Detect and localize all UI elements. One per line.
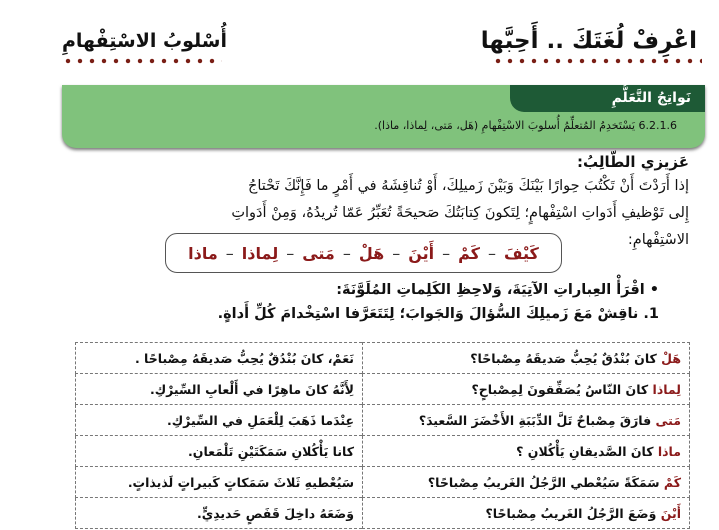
learning-outcomes-panel xyxy=(62,85,705,148)
question-word: ماذا xyxy=(657,443,681,459)
table-row xyxy=(76,436,690,467)
tool-word: أَيْنَ xyxy=(408,243,435,263)
separator: – xyxy=(342,243,351,263)
instruction: • اقْرَأْ العِباراتِ الآتِيَةَ، وَلاحِظِ الكَلِماتِ المُلَوَّنَةَ: xyxy=(336,282,659,298)
tool-word: هَلْ xyxy=(358,243,385,263)
question-text: كانَ الصَّديقانِ يَأْكُلانِ ؟ xyxy=(516,443,658,459)
question-word: أَيْنَ xyxy=(660,505,681,521)
question-word: كَمْ xyxy=(663,474,681,490)
tool-word: كَمْ xyxy=(458,243,480,263)
answer-cell: نَعَمْ، كانَ بُنْدُقٌ يُحِبُّ صَديقَهُ مِصْباحًا . xyxy=(76,343,363,374)
answer-cell: كانا يَأْكُلانِ سَمَكَتَيْنِ تَلْمَعانِ. xyxy=(76,436,363,467)
instruction: 1. ناقِشْ مَعَ زَميلِكَ السُّؤالَ وَالجَوابَ؛ لِتَتَعَرَّفا اسْتِخْدامَ كُلِّ أَداةٍ. xyxy=(217,306,659,322)
tool-word: مَتى xyxy=(302,243,335,263)
answer-cell: عِنْدَما ذَهَبَ لِلْعَمَلِ في السِّيرْكِ. xyxy=(76,405,363,436)
separator: – xyxy=(392,243,401,263)
lesson-title: أُسْلوبُ الاسْتِفْهامِ xyxy=(62,30,227,52)
learning-outcomes-label: نَواتِجُ التَّعَلُّمِ xyxy=(510,85,705,112)
question-text: كانَ النّاسُ يُصَفِّقونَ لِمِصْباحٍ؟ xyxy=(471,381,653,397)
question-cell xyxy=(363,343,690,374)
question-text: سَمَكَةً سَيُعْطي الرَّجُلُ الغَريبُ مِصْباحًا؟ xyxy=(427,474,664,490)
table-row xyxy=(76,405,690,436)
separator: – xyxy=(225,243,234,263)
question-text: وَضَعَ الرَّجُلُ الغَريبُ مِصْباحًا؟ xyxy=(485,505,661,521)
question-cell xyxy=(363,405,690,436)
learning-objective: 6.2.1.6 يَسْتَخدِمُ المُتعلِّمُ أُسلوبَ الاسْتِفْهامِ (هَل، مَتى، لِماذا، ماذا). xyxy=(374,119,677,132)
question-cell xyxy=(363,498,690,529)
book-title: اعْرِفْ لُغَتَكَ .. أَحِبَّها xyxy=(480,28,697,54)
separator: – xyxy=(286,243,295,263)
table-row xyxy=(76,374,690,405)
intro-line: إذا أَرَدْتَ أَنْ تَكْتُبَ حِوارًا بَيْنَكَ وَبَيْنَ زَميلِكَ، أَوْ تُناقِشَهُ في أَمْرٍ ما فَإِنَّكَ تَحْتاجُ xyxy=(248,178,689,194)
lesson-underline xyxy=(62,58,222,64)
question-cell xyxy=(363,374,690,405)
answer-cell: سَيُعْطيهِ ثَلاثَ سَمَكاتٍ كَبيراتٍ لَذيذاتٍ. xyxy=(76,467,363,498)
table-row xyxy=(76,467,690,498)
question-answer-table xyxy=(75,342,690,529)
greeting: عَزيزي الطّالِبُ: xyxy=(576,153,689,171)
question-word: هَلْ xyxy=(661,350,681,366)
question-text: كانَ بُنْدُقٌ يُحِبُّ صَديقَهُ مِصْباحًا؟ xyxy=(470,350,662,366)
separator: – xyxy=(487,243,496,263)
question-text: فارَقَ مِصْباحٌ تَلَّ الدِّبَبَةِ الأَخْضَرَ السَّعيدَ؟ xyxy=(418,412,656,428)
table-row xyxy=(76,343,690,374)
tool-word: ماذا xyxy=(188,243,218,263)
title-underline xyxy=(492,58,702,64)
answer-cell: وَضَعَهُ داخِلَ قَفَصٍ حَديدِيٍّ. xyxy=(76,498,363,529)
question-tools-box xyxy=(165,233,562,273)
question-word: لِماذا xyxy=(652,381,681,397)
answer-cell: لِأَنَّهُ كانَ ماهِرًا في أَلْعابِ السِّيرْكِ. xyxy=(76,374,363,405)
intro-line: إِلى تَوْظيفِ أَدَواتِ اسْتِفْهامٍ؛ لِتَكونَ كِتابَتُكَ صَحيحَةً تُعَبِّرُ عَمّا تُريدُهُ، وَمِنْ أَدَواتِ xyxy=(231,205,689,221)
tool-word: كَيْفَ xyxy=(503,243,539,263)
table-row xyxy=(76,498,690,529)
separator: – xyxy=(442,243,451,263)
question-word: مَتى xyxy=(655,412,681,428)
intro-line: الاسْتِفْهامِ: xyxy=(627,232,689,248)
question-cell xyxy=(363,467,690,498)
question-cell xyxy=(363,436,690,467)
tool-word: لِماذا xyxy=(241,243,279,263)
